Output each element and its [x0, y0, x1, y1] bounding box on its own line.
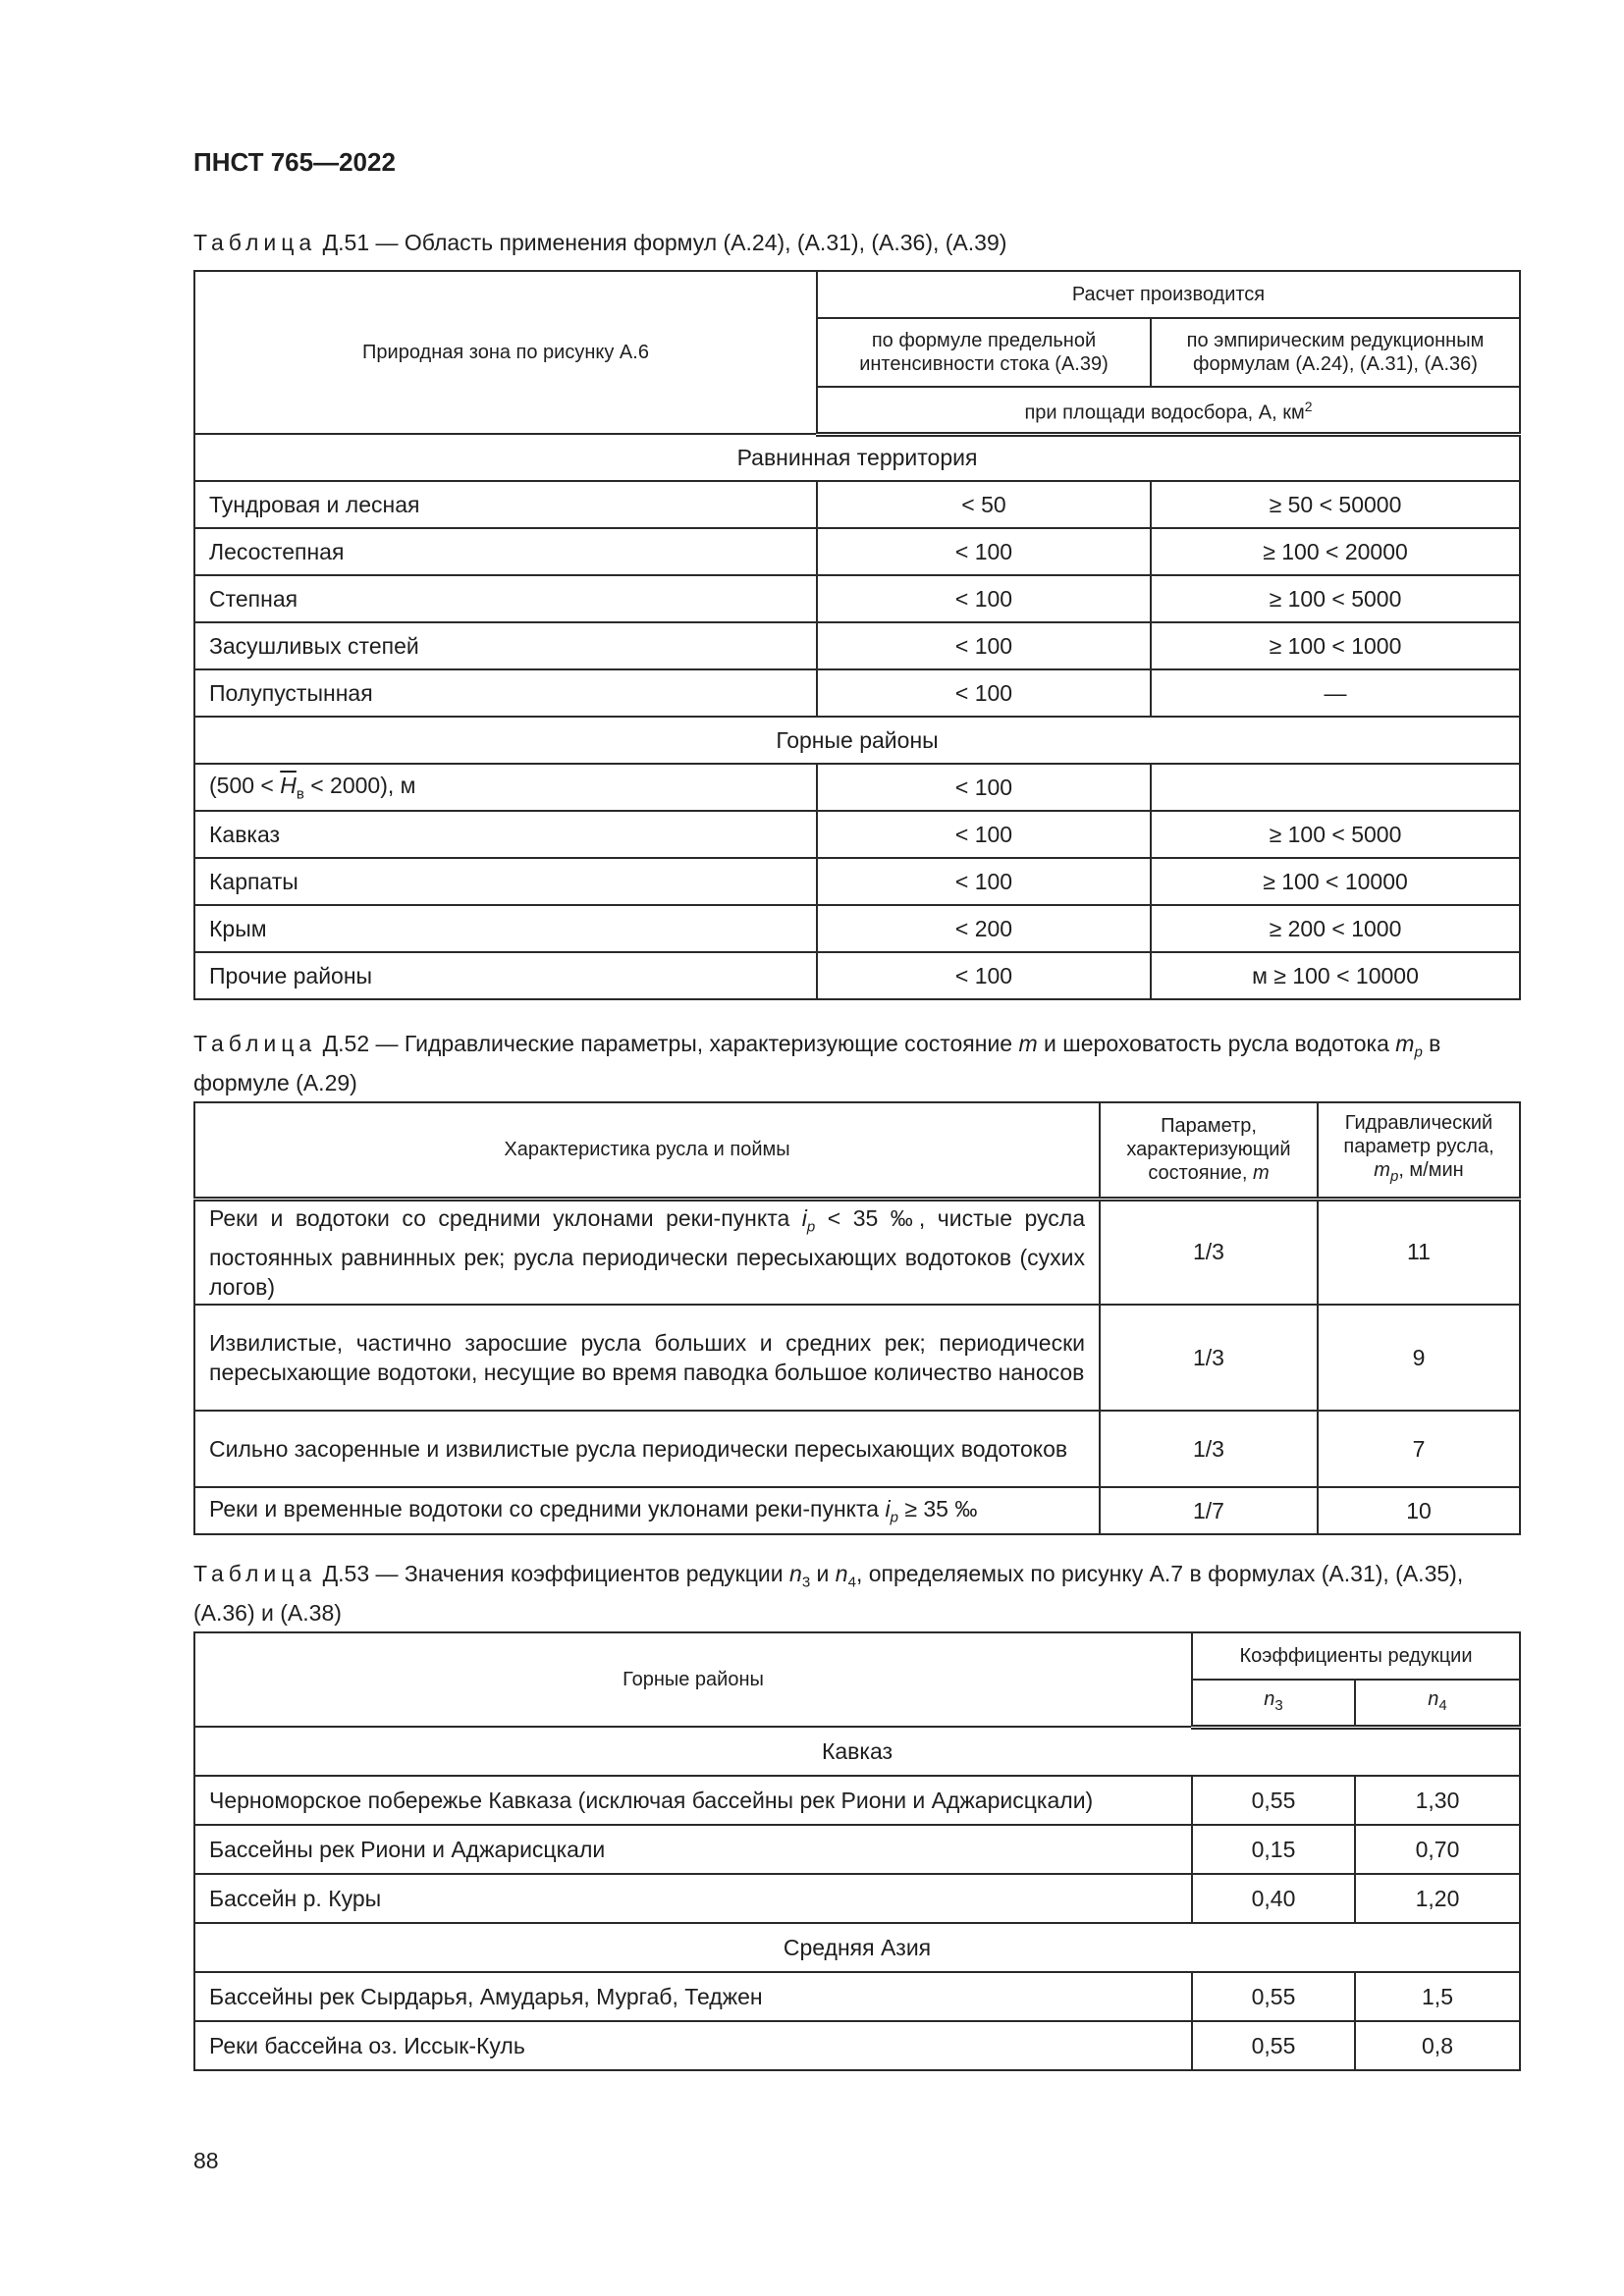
char-cell — [194, 1487, 1100, 1534]
m-cell: 1/3 — [1100, 1411, 1318, 1487]
table53-caption-n3-sub: 3 — [801, 1574, 811, 1591]
m-cell: 1/7 — [1100, 1487, 1318, 1534]
n4-sub: 4 — [1438, 1696, 1447, 1714]
table53-caption-and: и — [810, 1561, 836, 1586]
formula-b-cell: м ≥ 100 < 10000 — [1151, 952, 1520, 999]
formula-b-cell: ≥ 200 < 1000 — [1151, 905, 1520, 952]
region-cell: Бассейн р. Куры — [194, 1874, 1192, 1923]
n4-cell: 0,8 — [1355, 2021, 1520, 2070]
elevation-pre: (500 < — [209, 772, 281, 798]
formula-a-cell: < 200 — [817, 905, 1151, 952]
table-row — [194, 622, 1520, 669]
zone-cell: Тундровая и лесная — [194, 481, 817, 528]
region-cell: Реки бассейна оз. Иссык-Куль — [194, 2021, 1192, 2070]
table51-caption-lead: Таблица — [193, 230, 317, 255]
formula-a-cell: < 50 — [817, 481, 1151, 528]
formula-a-cell: < 100 — [817, 811, 1151, 858]
table52-caption-p3: в формуле (А.29) — [193, 1031, 1441, 1095]
table52-header-state — [1100, 1102, 1318, 1199]
char-post: ≥ 35 ‰ — [897, 1495, 978, 1522]
char-pre: Реки и водотоки со средними уклонами реки-пункта — [209, 1204, 802, 1231]
char-sub: p — [806, 1218, 816, 1236]
n3-cell: 0,40 — [1192, 1874, 1355, 1923]
table52-header-hyd — [1318, 1102, 1520, 1199]
table51-section-mountain: Горные районы — [194, 717, 1520, 764]
table51-header-zone: Природная зона по рисунку А.6 — [194, 271, 817, 434]
table-row — [194, 1972, 1520, 2021]
table-row — [194, 1776, 1520, 1825]
char-cell: Сильно засоренные и извилистые русла периодически пересыхающих водотоков — [194, 1411, 1100, 1487]
zone-cell: Степная — [194, 575, 817, 622]
formula-b-cell: ≥ 100 < 5000 — [1151, 811, 1520, 858]
table51-header-area — [817, 387, 1520, 434]
formula-a-cell: < 100 — [817, 952, 1151, 999]
zone-cell: Засушливых степей — [194, 622, 817, 669]
n3-cell: 0,55 — [1192, 2021, 1355, 2070]
table-row — [194, 481, 1520, 528]
table53-header-n4 — [1355, 1680, 1520, 1727]
char-var: i — [801, 1204, 807, 1231]
char-post: < 35 ‰, чистые русла постоянных равнинных рек; русла периодически пересыхающих водотоков (сухих логов) — [209, 1204, 1085, 1300]
region-cell: Бассейны рек Сырдарья, Амударья, Мургаб, Теджен — [194, 1972, 1192, 2021]
elevation-var: $\overline{H}$ — [280, 772, 297, 798]
table-row — [194, 2021, 1520, 2070]
formula-b-cell: — — [1151, 669, 1520, 717]
table-row — [194, 905, 1520, 952]
char-cell — [194, 1199, 1100, 1305]
page-number: 88 — [193, 2148, 219, 2173]
table-row — [194, 811, 1520, 858]
n4-cell: 1,20 — [1355, 1874, 1520, 1923]
mp-cell: 7 — [1318, 1411, 1520, 1487]
char-sub: p — [890, 1509, 898, 1526]
formula-a-cell: < 100 — [817, 764, 1151, 811]
zone-cell: Лесостепная — [194, 528, 817, 575]
table52-caption-p2: и шероховатость русла водотока — [1037, 1031, 1396, 1056]
table52-header-char: Характеристика русла и поймы — [194, 1102, 1100, 1199]
formula-b-cell: ≥ 50 < 50000 — [1151, 481, 1520, 528]
table-row — [194, 1825, 1520, 1874]
formula-a-cell: < 100 — [817, 669, 1151, 717]
hyd-label: Гидравлический параметр русла, — [1343, 1111, 1494, 1157]
mp-cell: 11 — [1318, 1199, 1520, 1305]
formula-b-cell — [1151, 764, 1520, 811]
formula-b-cell: ≥ 100 < 10000 — [1151, 858, 1520, 905]
table52-caption — [193, 1029, 1519, 1097]
table53-caption — [193, 1559, 1519, 1628]
table53-caption-n4: n — [835, 1561, 848, 1586]
table-row — [194, 952, 1520, 999]
n3-cell: 0,55 — [1192, 1776, 1355, 1825]
table53-caption-p1: Д.53 — Значения коэффициентов редукции — [316, 1561, 790, 1586]
zone-cell: Полупустынная — [194, 669, 817, 717]
table-row — [194, 669, 1520, 717]
formula-a-cell: < 100 — [817, 528, 1151, 575]
elevation-sub: в — [296, 785, 304, 803]
table52-caption-mp: m — [1395, 1031, 1415, 1056]
table53-section-asia: Средняя Азия — [194, 1923, 1520, 1972]
table51-header-calc: Расчет производится — [817, 271, 1520, 318]
table-row — [194, 1305, 1520, 1411]
table52-caption-lead: Таблица — [193, 1031, 317, 1056]
table51-header-formula-a: по формуле предельной интенсивности стока (А.39) — [817, 318, 1151, 387]
mp-cell: 10 — [1318, 1487, 1520, 1534]
table53-caption-n3: n — [789, 1561, 802, 1586]
state-var: m — [1253, 1162, 1270, 1185]
table53-caption-n4-sub: 4 — [847, 1574, 856, 1591]
n4-var: n — [1428, 1687, 1439, 1710]
char-cell: Извилистые, частично заросшие русла больших и средних рек; периодически пересыхающие водотоки, несущие во время паводка большое количество наносов — [194, 1305, 1100, 1411]
table-row — [194, 575, 1520, 622]
table-row — [194, 1487, 1520, 1534]
table53-header-coef: Коэффициенты редукции — [1192, 1632, 1520, 1680]
n4-cell: 1,5 — [1355, 1972, 1520, 2021]
zone-cell: Карпаты — [194, 858, 817, 905]
table-d51 — [193, 270, 1521, 1000]
table51-caption — [193, 228, 1519, 257]
zone-cell: Прочие районы — [194, 952, 817, 999]
hyd-var: m — [1374, 1158, 1390, 1181]
zone-cell: Крым — [194, 905, 817, 952]
table-d52 — [193, 1101, 1521, 1535]
n3-sub: 3 — [1274, 1696, 1283, 1714]
formula-b-cell: ≥ 100 < 1000 — [1151, 622, 1520, 669]
state-label: Параметр, характеризующий состояние, — [1126, 1115, 1291, 1185]
table53-caption-lead: Таблица — [193, 1561, 317, 1586]
n4-cell: 1,30 — [1355, 1776, 1520, 1825]
region-cell: Бассейны рек Риони и Аджарисцкали — [194, 1825, 1192, 1874]
m-cell: 1/3 — [1100, 1199, 1318, 1305]
table51-area-label: при площади водосбора, А, км — [1024, 401, 1305, 424]
hyd-unit: , м/мин — [1398, 1158, 1464, 1181]
table-row — [194, 1874, 1520, 1923]
elevation-post: < 2000), м — [303, 772, 416, 798]
formula-a-cell: < 100 — [817, 858, 1151, 905]
n3-var: n — [1264, 1687, 1275, 1710]
table51-header-formula-b: по эмпирическим редукционным формулам (А.24), (А.31), (А.36) — [1151, 318, 1520, 387]
table-row — [194, 858, 1520, 905]
zone-cell: Кавказ — [194, 811, 817, 858]
table51-area-sup: 2 — [1304, 398, 1313, 414]
table53-header-region: Горные районы — [194, 1632, 1192, 1727]
table-row — [194, 1199, 1520, 1305]
table52-caption-m: m — [1018, 1031, 1038, 1056]
zone-cell — [194, 764, 817, 811]
document-code: ПНСТ 765—2022 — [193, 147, 396, 177]
mp-cell: 9 — [1318, 1305, 1520, 1411]
table52-caption-mp-sub: p — [1414, 1043, 1423, 1061]
table53-header-n3 — [1192, 1680, 1355, 1727]
table53-caption-p2: , определяемых по рисунку А.7 в формулах (А.31), (А.35), (А.36) и (А.38) — [193, 1561, 1464, 1626]
table-d53 — [193, 1631, 1521, 2071]
char-pre: Реки и временные водотоки со средними уклонами реки-пункта — [209, 1495, 886, 1522]
hyd-sub: p — [1389, 1167, 1399, 1185]
table-row — [194, 528, 1520, 575]
n4-cell: 0,70 — [1355, 1825, 1520, 1874]
table-row — [194, 1411, 1520, 1487]
table51-caption-text: Д.51 — Область применения формул (А.24), (А.31), (А.36), (А.39) — [316, 230, 1007, 255]
formula-a-cell: < 100 — [817, 622, 1151, 669]
formula-a-cell: < 100 — [817, 575, 1151, 622]
table51-section-plain: Равнинная территория — [194, 434, 1520, 481]
formula-b-cell: ≥ 100 < 5000 — [1151, 575, 1520, 622]
m-cell: 1/3 — [1100, 1305, 1318, 1411]
n3-cell: 0,15 — [1192, 1825, 1355, 1874]
formula-b-cell: ≥ 100 < 20000 — [1151, 528, 1520, 575]
table-row — [194, 764, 1520, 811]
region-cell: Черноморское побережье Кавказа (исключая бассейны рек Риони и Аджарисцкали) — [194, 1776, 1192, 1825]
n3-cell: 0,55 — [1192, 1972, 1355, 2021]
char-var: i — [885, 1495, 891, 1522]
table52-caption-p1: Д.52 — Гидравлические параметры, характеризующие состояние — [316, 1031, 1019, 1056]
table53-section-caucasus: Кавказ — [194, 1727, 1520, 1776]
